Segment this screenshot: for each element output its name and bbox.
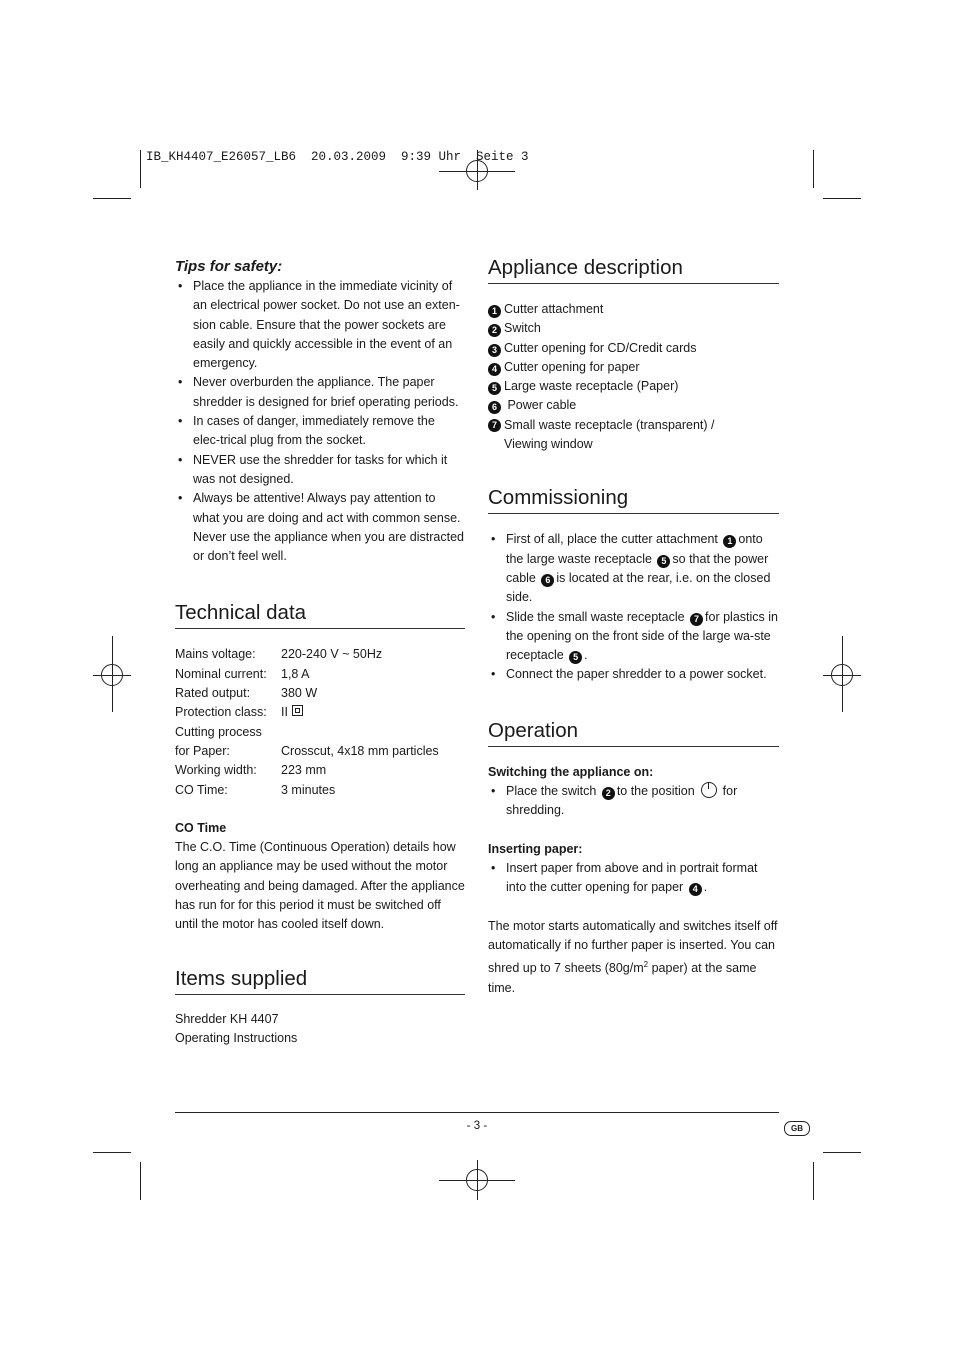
commissioning-list <box>488 530 779 684</box>
part-label: Cutter opening for paper <box>504 359 640 374</box>
spec-value: 220-240 V ~ 50Hz <box>281 647 383 662</box>
number-badge: 6 <box>541 574 554 587</box>
part-label: Power cable <box>504 398 577 413</box>
number-badge: 7 <box>690 613 703 626</box>
safety-list <box>175 277 465 566</box>
list-item <box>488 396 779 415</box>
crop-mark <box>823 1152 861 1153</box>
number-badge: 1 <box>723 535 736 548</box>
text: is located at the rear, i.e. on the closed side. <box>506 570 771 605</box>
page-number: - 3 - <box>466 1120 488 1132</box>
text: Place the switch <box>506 784 597 799</box>
number-badge: 5 <box>569 651 582 664</box>
list-item: Operating Instructions <box>175 1030 298 1045</box>
spec-value: 223 mm <box>281 763 327 778</box>
part-label: Small waste receptacle (transparent) / Viewing window <box>504 417 715 452</box>
registration-circle <box>466 1169 488 1191</box>
list-item <box>488 608 779 666</box>
table-row <box>175 665 465 684</box>
switching-heading: Switching the appliance on: <box>488 764 654 779</box>
crop-mark <box>140 150 141 188</box>
appliance-description-title: Appliance description <box>488 256 779 284</box>
switching-list <box>488 782 779 821</box>
registration-circle <box>831 664 853 686</box>
text: so that the power cable <box>506 551 769 585</box>
text: paper) at the same time. <box>488 961 757 995</box>
inserting-heading: Inserting paper: <box>488 841 583 856</box>
spec-key: Mains voltage: <box>175 647 256 662</box>
number-badge: 6 <box>488 401 501 414</box>
text: . <box>584 648 588 663</box>
list-item: • Never overburden the appliance. The paper shredder is designed for brief operating periods. <box>175 373 465 412</box>
table-row <box>175 742 465 761</box>
text: First of all, place the cutter attachment <box>506 532 718 547</box>
text: Slide the small waste receptacle <box>506 609 685 624</box>
spec-value: Crosscut, 4x18 mm particles <box>281 743 439 758</box>
table-row <box>175 781 465 800</box>
number-badge: 4 <box>689 883 702 896</box>
spec-key: Cutting process <box>175 724 262 739</box>
crop-mark <box>823 198 861 199</box>
spec-value: 1,8 A <box>281 666 310 681</box>
list-item <box>488 530 779 607</box>
list-item: • Place the appliance in the immediate vicinity of an electrical power socket. Do not use an exten-sion cable. Ensure that the power sockets are easily and quickly accessible in the event of an emergency. <box>175 277 465 373</box>
number-badge: 3 <box>488 344 501 357</box>
table-row <box>175 645 465 664</box>
registration-circle <box>101 664 123 686</box>
technical-data-table <box>175 645 465 799</box>
crop-mark <box>93 198 131 199</box>
crop-mark <box>813 1162 814 1200</box>
co-time-heading: CO Time <box>175 820 227 835</box>
protection-class-icon <box>292 705 303 716</box>
spec-value: 380 W <box>281 686 318 701</box>
right-column <box>488 256 779 998</box>
text: Insert paper from above and in portrait format into the cutter opening for paper <box>506 860 758 895</box>
crop-mark <box>140 1162 141 1200</box>
number-badge: 4 <box>488 363 501 376</box>
superscript: 2 <box>643 960 649 970</box>
spec-key: Rated output: <box>175 686 251 701</box>
list-item <box>488 300 779 319</box>
motor-text <box>488 917 779 998</box>
list-item: • In cases of danger, immediately remove the elec-trical plug from the socket. <box>175 412 465 451</box>
technical-data-title: Technical data <box>175 601 465 629</box>
list-item: Shredder KH 4407 <box>175 1011 279 1026</box>
table-row <box>175 761 465 780</box>
part-label: Cutter opening for CD/Credit cards <box>504 340 697 355</box>
list-item <box>488 339 779 358</box>
table-row <box>175 703 465 722</box>
text: onto the large waste receptacle <box>506 532 763 566</box>
language-badge: GB <box>784 1121 810 1136</box>
safety-heading: Tips for safety: <box>175 258 283 275</box>
part-label: Large waste receptacle (Paper) <box>504 379 679 394</box>
spec-key: Nominal current: <box>175 666 267 681</box>
crop-mark <box>93 1152 131 1153</box>
footer-rule <box>175 1112 779 1113</box>
appliance-parts-list <box>488 300 779 454</box>
table-row <box>175 684 465 703</box>
operation-title: Operation <box>488 719 779 747</box>
spec-key: Working width: <box>175 763 257 778</box>
list-item: • Insert paper from above and in portrait format into the cutter opening for paper 4 . <box>488 859 779 898</box>
spec-key: CO Time: <box>175 782 228 797</box>
list-item <box>488 377 779 396</box>
part-label: Cutter attachment <box>504 302 604 316</box>
power-icon <box>701 782 717 798</box>
list-item <box>488 358 779 377</box>
crop-mark <box>813 150 814 188</box>
spec-value: 3 minutes <box>281 782 336 797</box>
spec-key: for Paper: <box>175 743 230 758</box>
items-supplied-title: Items supplied <box>175 967 465 995</box>
spec-value: II <box>281 705 288 720</box>
text: for plastics in the opening on the front side of the large wa-ste receptacle <box>506 609 778 663</box>
list-item <box>488 319 779 338</box>
commissioning-title: Commissioning <box>488 486 779 514</box>
number-badge: 7 <box>488 419 501 432</box>
list-item <box>488 782 779 821</box>
text: to the position <box>616 784 695 799</box>
number-badge: 2 <box>602 787 615 800</box>
print-slug: IB_KH4407_E26057_LB6 20.03.2009 9:39 Uhr Seite 3 <box>146 150 529 164</box>
list-item <box>488 416 779 455</box>
spec-key: Protection class: <box>175 705 267 720</box>
text: The motor starts automatically and switches itself off automatically if no further paper is inserted. You can shred up to 7 sheets (80g/m <box>488 918 778 976</box>
list-item: • Connect the paper shredder to a power socket. <box>488 665 779 684</box>
number-badge: 5 <box>488 382 501 395</box>
co-time-text: The C.O. Time (Continuous Operation) details how long an appliance may be used without the motor overheating and being damaged. After the appliance has run for for this period it must be switched off until the motor has cooled itself down. <box>175 840 465 932</box>
left-column <box>175 258 465 1048</box>
table-row <box>175 723 465 742</box>
list-item: • Always be attentive! Always pay attention to what you are doing and act with common sense. Never use the appliance when you are distracted or don’t feel well. <box>175 489 465 566</box>
part-label: Switch <box>504 321 541 336</box>
text: for shredding. <box>506 784 738 818</box>
number-badge: 5 <box>657 555 670 568</box>
inserting-list <box>488 859 779 898</box>
number-badge: 2 <box>488 324 501 337</box>
list-item: • NEVER use the shredder for tasks for which it was not designed. <box>175 451 465 490</box>
items-supplied-list <box>175 1010 465 1049</box>
number-badge: 1 <box>488 305 501 318</box>
